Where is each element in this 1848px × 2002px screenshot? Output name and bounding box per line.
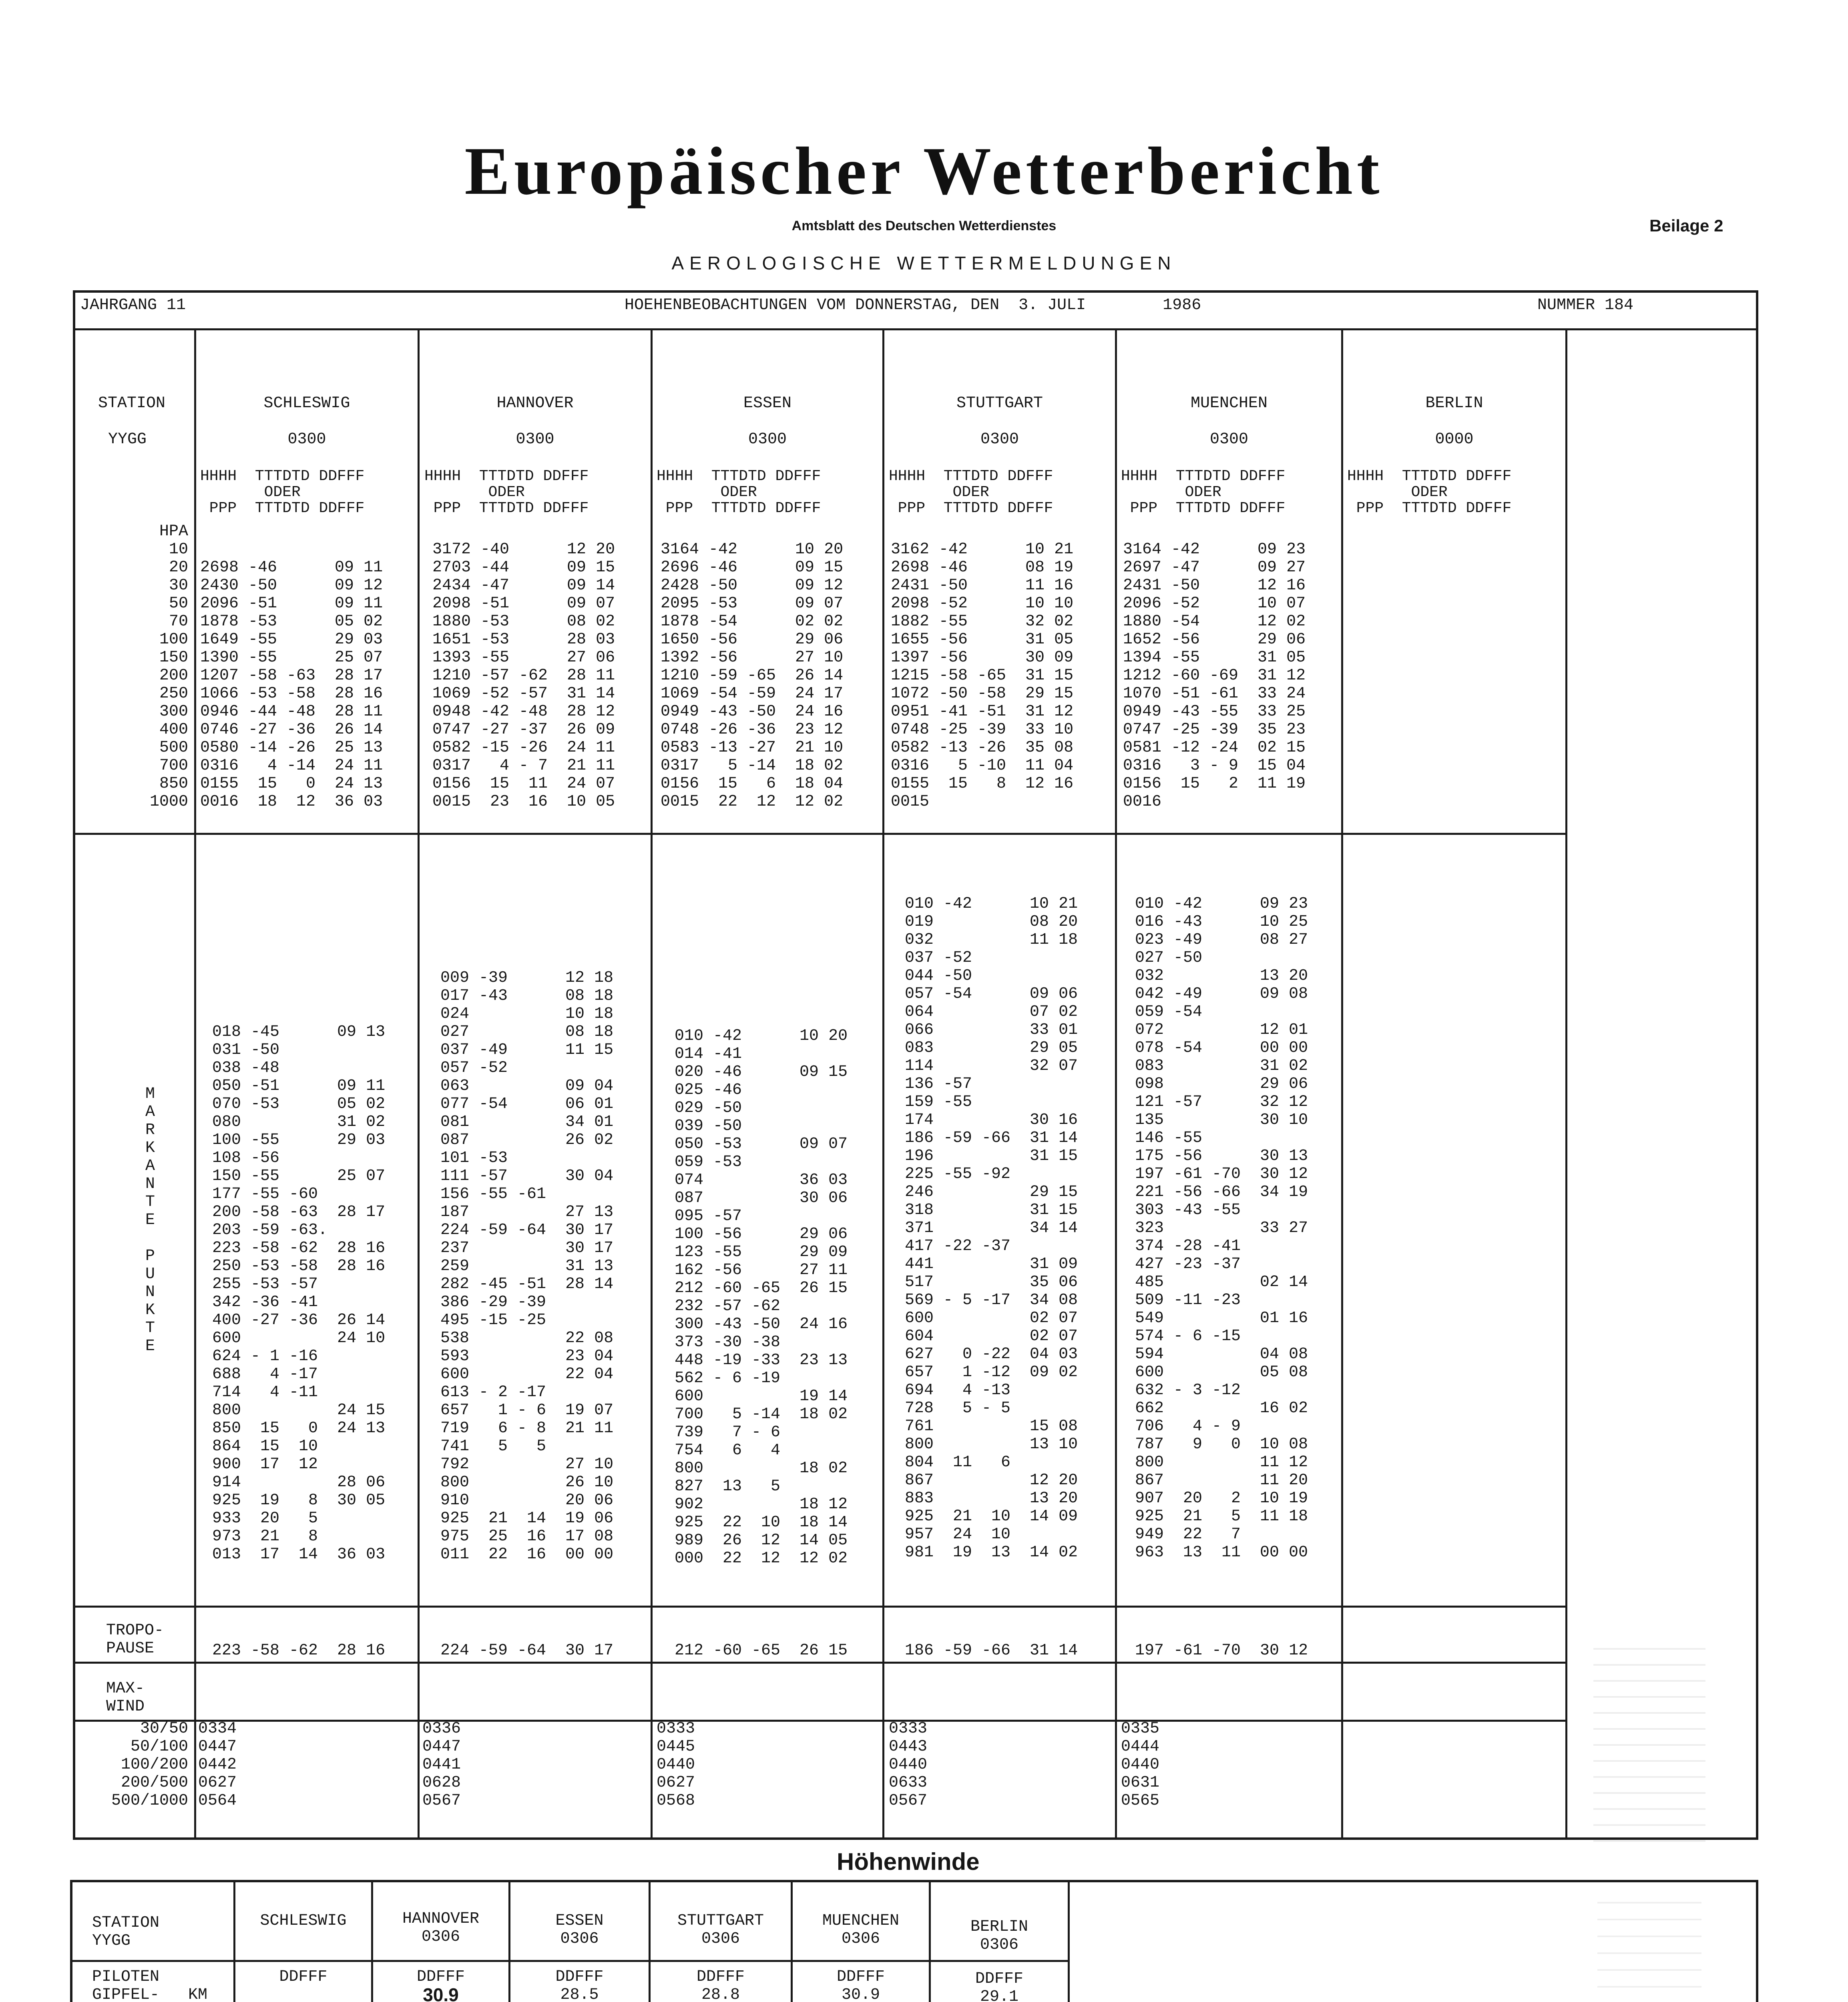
column-divider [1341,328,1343,1840]
column-divider [194,328,196,1840]
tropopause-value: 186 -59 -66 31 14 [905,1642,1078,1660]
station-name: SCHLESWIG [260,1912,347,1930]
peak-altitude: 28.8 [701,1986,740,2002]
significant-points: 010 -42 10 20 014 -41 020 -46 09 15 025 -46 029 -50 039 -50 050 -53 09 07 059 -53 074 36 03 087 30 06 095 -57 100 -56 29 06 123 -55 29 09 162 -56 27 11 212 -60 -65 26 15 232 -57 -62 300 -43 -50 24 16 373 -30 -38 448 -19 -33 23 13 562 - 6 -19 600 19 14 700 5 -14 18 02 739 7 - 6 754 6 4 800 18 02 827 13 5 902 18 12 925 22 10 18 14 989 26 12 14 05 000 22 12 12 02 [675,1027,848,1568]
column-divider [882,328,884,1840]
station-name: HANNOVER [402,1910,480,1928]
station-time: 0306 [701,1930,740,1948]
significant-points: 010 -42 10 21 019 08 20 032 11 18 037 -52 044 -50 057 -54 09 06 064 07 02 066 33 01 083 29 05 114 32 07 136 -57 159 -55 174 30 16 186 -59 -66 31 14 196 31 15 225 -55 -92 246 29 15 318 31 15 371 34 14 417 -22 -37 441 31 09 517 35 06 569 - 5 -17 34 08 600 02 07 604 02 07 627 0 -22 04 03 657 1 -12 09 02 694 4 -13 728 5 - 5 761 15 08 800 13 10 804 11 6 867 12 20 883 13 20 925 21 10 14 09 957 24 10 981 19 13 14 02 [905,895,1078,1562]
beilage-label: Beilage 2 [1649,216,1723,235]
peak-header: DDFFF [836,1968,885,1986]
jahrgang-label: JAHRGANG 11 [80,296,186,314]
tropopause-value: 224 -59 -64 30 17 [440,1642,614,1660]
station-time: 0300 [516,430,554,448]
tropopause-value: 223 -58 -62 28 16 [212,1642,386,1660]
piloten-label: PILOTEN GIPFEL- KM [92,1968,208,2002]
station-name: BERLIN [1425,394,1483,412]
column-divider [1565,328,1567,1840]
column-divider [1068,1880,1070,2002]
wind-shear-values: 0334 0447 0442 0627 0564 [198,1720,237,1810]
section-divider [73,1606,1567,1608]
standard-levels: 3162 -42 10 21 2698 -46 08 19 2431 -50 11 16 2098 -52 10 10 1882 -55 32 02 1655 -56 31 05 1397 -56 30 09 1215 -58 -65 31 15 1072 -50 -58 29 15 0951 -41 -51 31 12 0748 -25 -39 33 10 0582 -13 -26 35 08 0316 5 -10 11 04 0155 15 8 12 16 0015 [891,541,1074,811]
wind-shear-values: 0333 0445 0440 0627 0568 [657,1720,695,1810]
station-name: STUTTGART [677,1912,764,1930]
significant-points: 018 -45 09 13 031 -50 038 -48 050 -51 09 11 070 -53 05 02 080 31 02 100 -55 29 03 108 -56 150 -55 25 07 177 -55 -60 200 -58 -63 28 17 203 -59 -63. 223 -58 -62 28 16 250 -53 -58 28 16 255 -53 -57 342 -36 -41 400 -27 -36 26 14 600 24 10 624 - 1 -16 688 4 -17 714 4 -11 800 24 15 850 15 0 24 13 864 15 10 900 17 12 914 28 06 925 19 8 30 05 933 20 5 973 21 8 013 17 14 36 03 [212,1023,386,1564]
yygg-label: YYGG [108,430,147,448]
station-name: STUTTGART [956,394,1043,412]
peak-altitude: 30.9 [841,1986,880,2002]
column-header: HHHH TTTDTD DDFFF ODER PPP TTTDTD DDFFF [424,468,589,517]
standard-levels: 3164 -42 10 20 2696 -46 09 15 2428 -50 09 12 2095 -53 09 07 1878 -54 02 02 1650 -56 29 06 1392 -56 27 10 1210 -59 -65 26 14 1069 -54 -59 24 17 0949 -43 -50 24 16 0748 -26 -36 23 12 0583 -13 -27 21 10 0317 5 -14 18 02 0156 15 6 18 04 0015 22 12 12 02 [661,541,844,811]
infobar-divider [73,328,1758,330]
station-time: 0300 [287,430,326,448]
maxwind-label: MAX- WIND [106,1680,145,1716]
hoehenwinde-title: Höhenwinde [837,1848,980,1875]
station-name: MUENCHEN [822,1912,900,1930]
peak-header: DDFFF [279,1968,327,1986]
section-divider [73,1662,1567,1664]
column-header: HHHH TTTDTD DDFFF ODER PPP TTTDTD DDFFF [1347,468,1512,517]
standard-levels: 3164 -42 09 23 2697 -47 09 27 2431 -50 12 16 2096 -52 10 07 1880 -54 12 02 1652 -56 29 06 1394 -55 31 05 1212 -60 -69 31 12 1070 -51 -61 33 24 0949 -43 -55 33 25 0747 -25 -39 35 23 0581 -12 -24 02 15 0316 3 - 9 15 04 0156 15 2 11 19 0016 [1123,541,1306,811]
station-time: 0000 [1435,430,1474,448]
wind-shear-labels: 30/50 50/100 100/200 200/500 500/1000 [111,1720,188,1810]
peak-altitude: 30.9 [423,1984,459,2002]
column-divider [1115,328,1117,1840]
station-time: 0306 [560,1930,599,1948]
significant-points: 009 -39 12 18 017 -43 08 18 024 10 18 027 08 18 037 -49 11 15 057 -52 063 09 04 077 -54 06 01 081 34 01 087 26 02 101 -53 111 -57 30 04 156 -55 -61 187 27 13 224 -59 -64 30 17 237 30 17 259 31 13 282 -45 -51 28 14 386 -29 -39 495 -15 -25 538 22 08 593 23 04 600 22 04 613 - 2 -17 657 1 - 6 19 07 719 6 - 8 21 11 741 5 5 792 27 10 800 26 10 910 20 06 925 21 14 19 06 975 25 16 17 08 011 22 16 00 00 [440,969,614,1564]
wind-shear-values: 0336 0447 0441 0628 0567 [422,1720,461,1810]
tropopause-value: 197 -61 -70 30 12 [1135,1642,1308,1660]
station-label: STATION YYGG [92,1914,160,1950]
section-title: AEROLOGISCHE WETTERMELDUNGEN [671,253,1177,273]
station-name: MUENCHEN [1190,394,1268,412]
station-label: STATION [98,394,166,412]
peak-altitude: 29.1 [980,1988,1018,2002]
column-header: HHHH TTTDTD DDFFF ODER PPP TTTDTD DDFFF [657,468,821,517]
section-divider [70,1960,1070,1962]
station-time: 0306 [841,1930,880,1948]
station-time: 0300 [980,430,1019,448]
station-name: ESSEN [743,394,792,412]
wind-shear-values: 0335 0444 0440 0631 0565 [1121,1720,1160,1810]
station-name: BERLIN [970,1918,1028,1936]
tropopause-label: TROPO- PAUSE [106,1622,164,1658]
column-divider [651,328,653,1840]
standard-levels: 2698 -46 09 11 2430 -50 09 12 2096 -51 09 11 1878 -53 05 02 1649 -55 29 03 1390 -55 25 07 1207 -58 -63 28 17 1066 -53 -58 28 16 0946 -44 -48 28 11 0746 -27 -36 26 14 0580 -14 -26 25 13 0316 4 -14 24 11 0155 15 0 24 13 0016 18 12 36 03 [200,559,383,811]
observation-date: HOEHENBEOBACHTUNGEN VOM DONNERSTAG, DEN 3. JULI 1986 [625,296,1201,314]
station-time: 0306 [421,1928,460,1946]
station-time: 0300 [748,430,787,448]
station-time: 0306 [980,1936,1018,1954]
wind-shear-values: 0333 0443 0440 0633 0567 [889,1720,928,1810]
station-name: ESSEN [555,1912,604,1930]
markante-punkte-label: M A R K A N T E P U N K T E [145,1085,155,1355]
section-divider [73,833,1567,835]
column-header: HHHH TTTDTD DDFFF ODER PPP TTTDTD DDFFF [1121,468,1286,517]
page-title: Europäischer Wetterbericht [464,133,1384,209]
column-divider [418,328,420,1840]
pressure-level-labels: HPA 10 20 30 50 70 100 150 200 250 300 400 500 700 850 1000 [149,523,188,811]
section-divider [73,1720,1567,1722]
significant-points: 010 -42 09 23 016 -43 10 25 023 -49 08 27 027 -50 032 13 20 042 -49 09 08 059 -54 072 12 01 078 -54 00 00 083 31 02 098 29 06 121 -57 32 12 135 30 10 146 -55 175 -56 30 13 197 -61 -70 30 12 221 -56 -66 34 19 303 -43 -55 323 33 27 374 -28 -41 427 -23 -37 485 02 14 509 -11 -23 549 01 16 574 - 6 -15 594 04 08 600 05 08 632 - 3 -12 662 16 02 706 4 - 9 787 9 0 10 08 800 11 12 867 11 20 907 20 2 10 19 925 21 5 11 18 949 22 7 963 13 11 00 00 [1135,895,1308,1562]
peak-header: DDFFF [696,1968,745,1986]
station-name: HANNOVER [496,394,574,412]
column-header: HHHH TTTDTD DDFFF ODER PPP TTTDTD DDFFF [889,468,1053,517]
page-subtitle: Amtsblatt des Deutschen Wetterdienstes [791,218,1057,233]
issue-number: NUMMER 184 [1537,296,1634,314]
standard-levels: 3172 -40 12 20 2703 -44 09 15 2434 -47 09 14 2098 -51 09 07 1880 -53 08 02 1651 -53 28 03 1393 -55 27 06 1210 -57 -62 28 11 1069 -52 -57 31 14 0948 -42 -48 28 12 0747 -27 -37 26 09 0582 -15 -26 24 11 0317 4 - 7 21 11 0156 15 11 24 07 0015 23 16 10 05 [432,541,615,811]
bleed-through-texture [1593,1634,1705,1842]
column-header: HHHH TTTDTD DDFFF ODER PPP TTTDTD DDFFF [200,468,365,517]
peak-header: DDFFF [975,1970,1024,1988]
station-time: 0300 [1209,430,1248,448]
peak-header: DDFFF [416,1968,465,1986]
peak-altitude: 28.5 [560,1986,599,2002]
tropopause-value: 212 -60 -65 26 15 [675,1642,848,1660]
station-name: SCHLESWIG [263,394,350,412]
peak-header: DDFFF [555,1968,604,1986]
